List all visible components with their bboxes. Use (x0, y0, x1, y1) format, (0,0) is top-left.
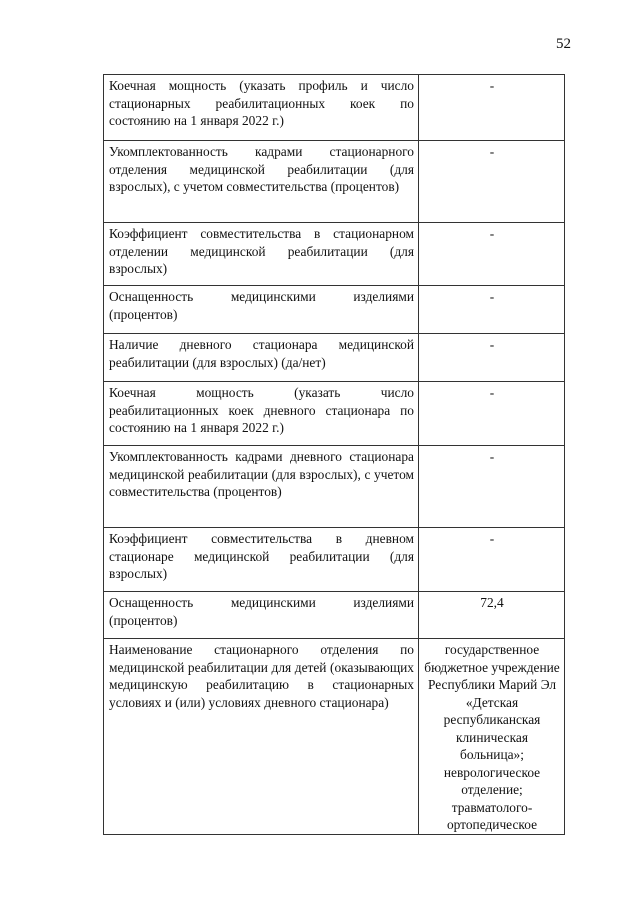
row-label: Укомплектованность кадрами дневного стационара медицинской реабилитации (для взрослых), с учетом совместительства (процентов) (104, 446, 419, 528)
row-value: - (419, 382, 565, 446)
row-label: Оснащенность медицинскими изделиями (процентов) (104, 592, 419, 639)
table-row (104, 141, 565, 223)
table-row (104, 382, 565, 446)
row-label: Коечная мощность (указать профиль и число стационарных реабилитационных коек по состоянию на 1 января 2022 г.) (104, 75, 419, 141)
row-value: - (419, 528, 565, 592)
page-number: 52 (556, 36, 571, 52)
table-row (104, 75, 565, 141)
table-row (104, 223, 565, 286)
row-value: - (419, 223, 565, 286)
row-label: Коэффициент совместительства в дневном стационаре медицинской реабилитации (для взрослых) (104, 528, 419, 592)
row-value: - (419, 141, 565, 223)
row-label: Оснащенность медицинскими изделиями (процентов) (104, 286, 419, 334)
table-row (104, 592, 565, 639)
table-row (104, 528, 565, 592)
table-row (104, 639, 565, 835)
row-value: - (419, 286, 565, 334)
table-row (104, 334, 565, 382)
row-label: Наименование стационарного отделения по медицинской реабилитации для детей (оказывающих медицинскую реабилитацию в стационарных условиях и (или) условиях дневного стационара) (104, 639, 419, 835)
row-label: Коечная мощность (указать число реабилитационных коек дневного стационара по состоянию на 1 января 2022 г.) (104, 382, 419, 446)
row-label: Наличие дневного стационара медицинской реабилитации (для взрослых) (да/нет) (104, 334, 419, 382)
row-value: 72,4 (419, 592, 565, 639)
table-row (104, 286, 565, 334)
row-label: Укомплектованность кадрами стационарного отделения медицинской реабилитации (для взрослых), с учетом совместительства (процентов) (104, 141, 419, 223)
table-row (104, 446, 565, 528)
row-value: - (419, 75, 565, 141)
document-table (103, 74, 565, 835)
row-value: - (419, 334, 565, 382)
row-value: - (419, 446, 565, 528)
row-label: Коэффициент совместительства в стационарном отделении медицинской реабилитации (для взрослых) (104, 223, 419, 286)
row-value: государственное бюджетное учреждение Республики Марий Эл «Детская республиканская клиническая больница»; неврологическое отделение; травматолого-ортопедическое (419, 639, 565, 835)
